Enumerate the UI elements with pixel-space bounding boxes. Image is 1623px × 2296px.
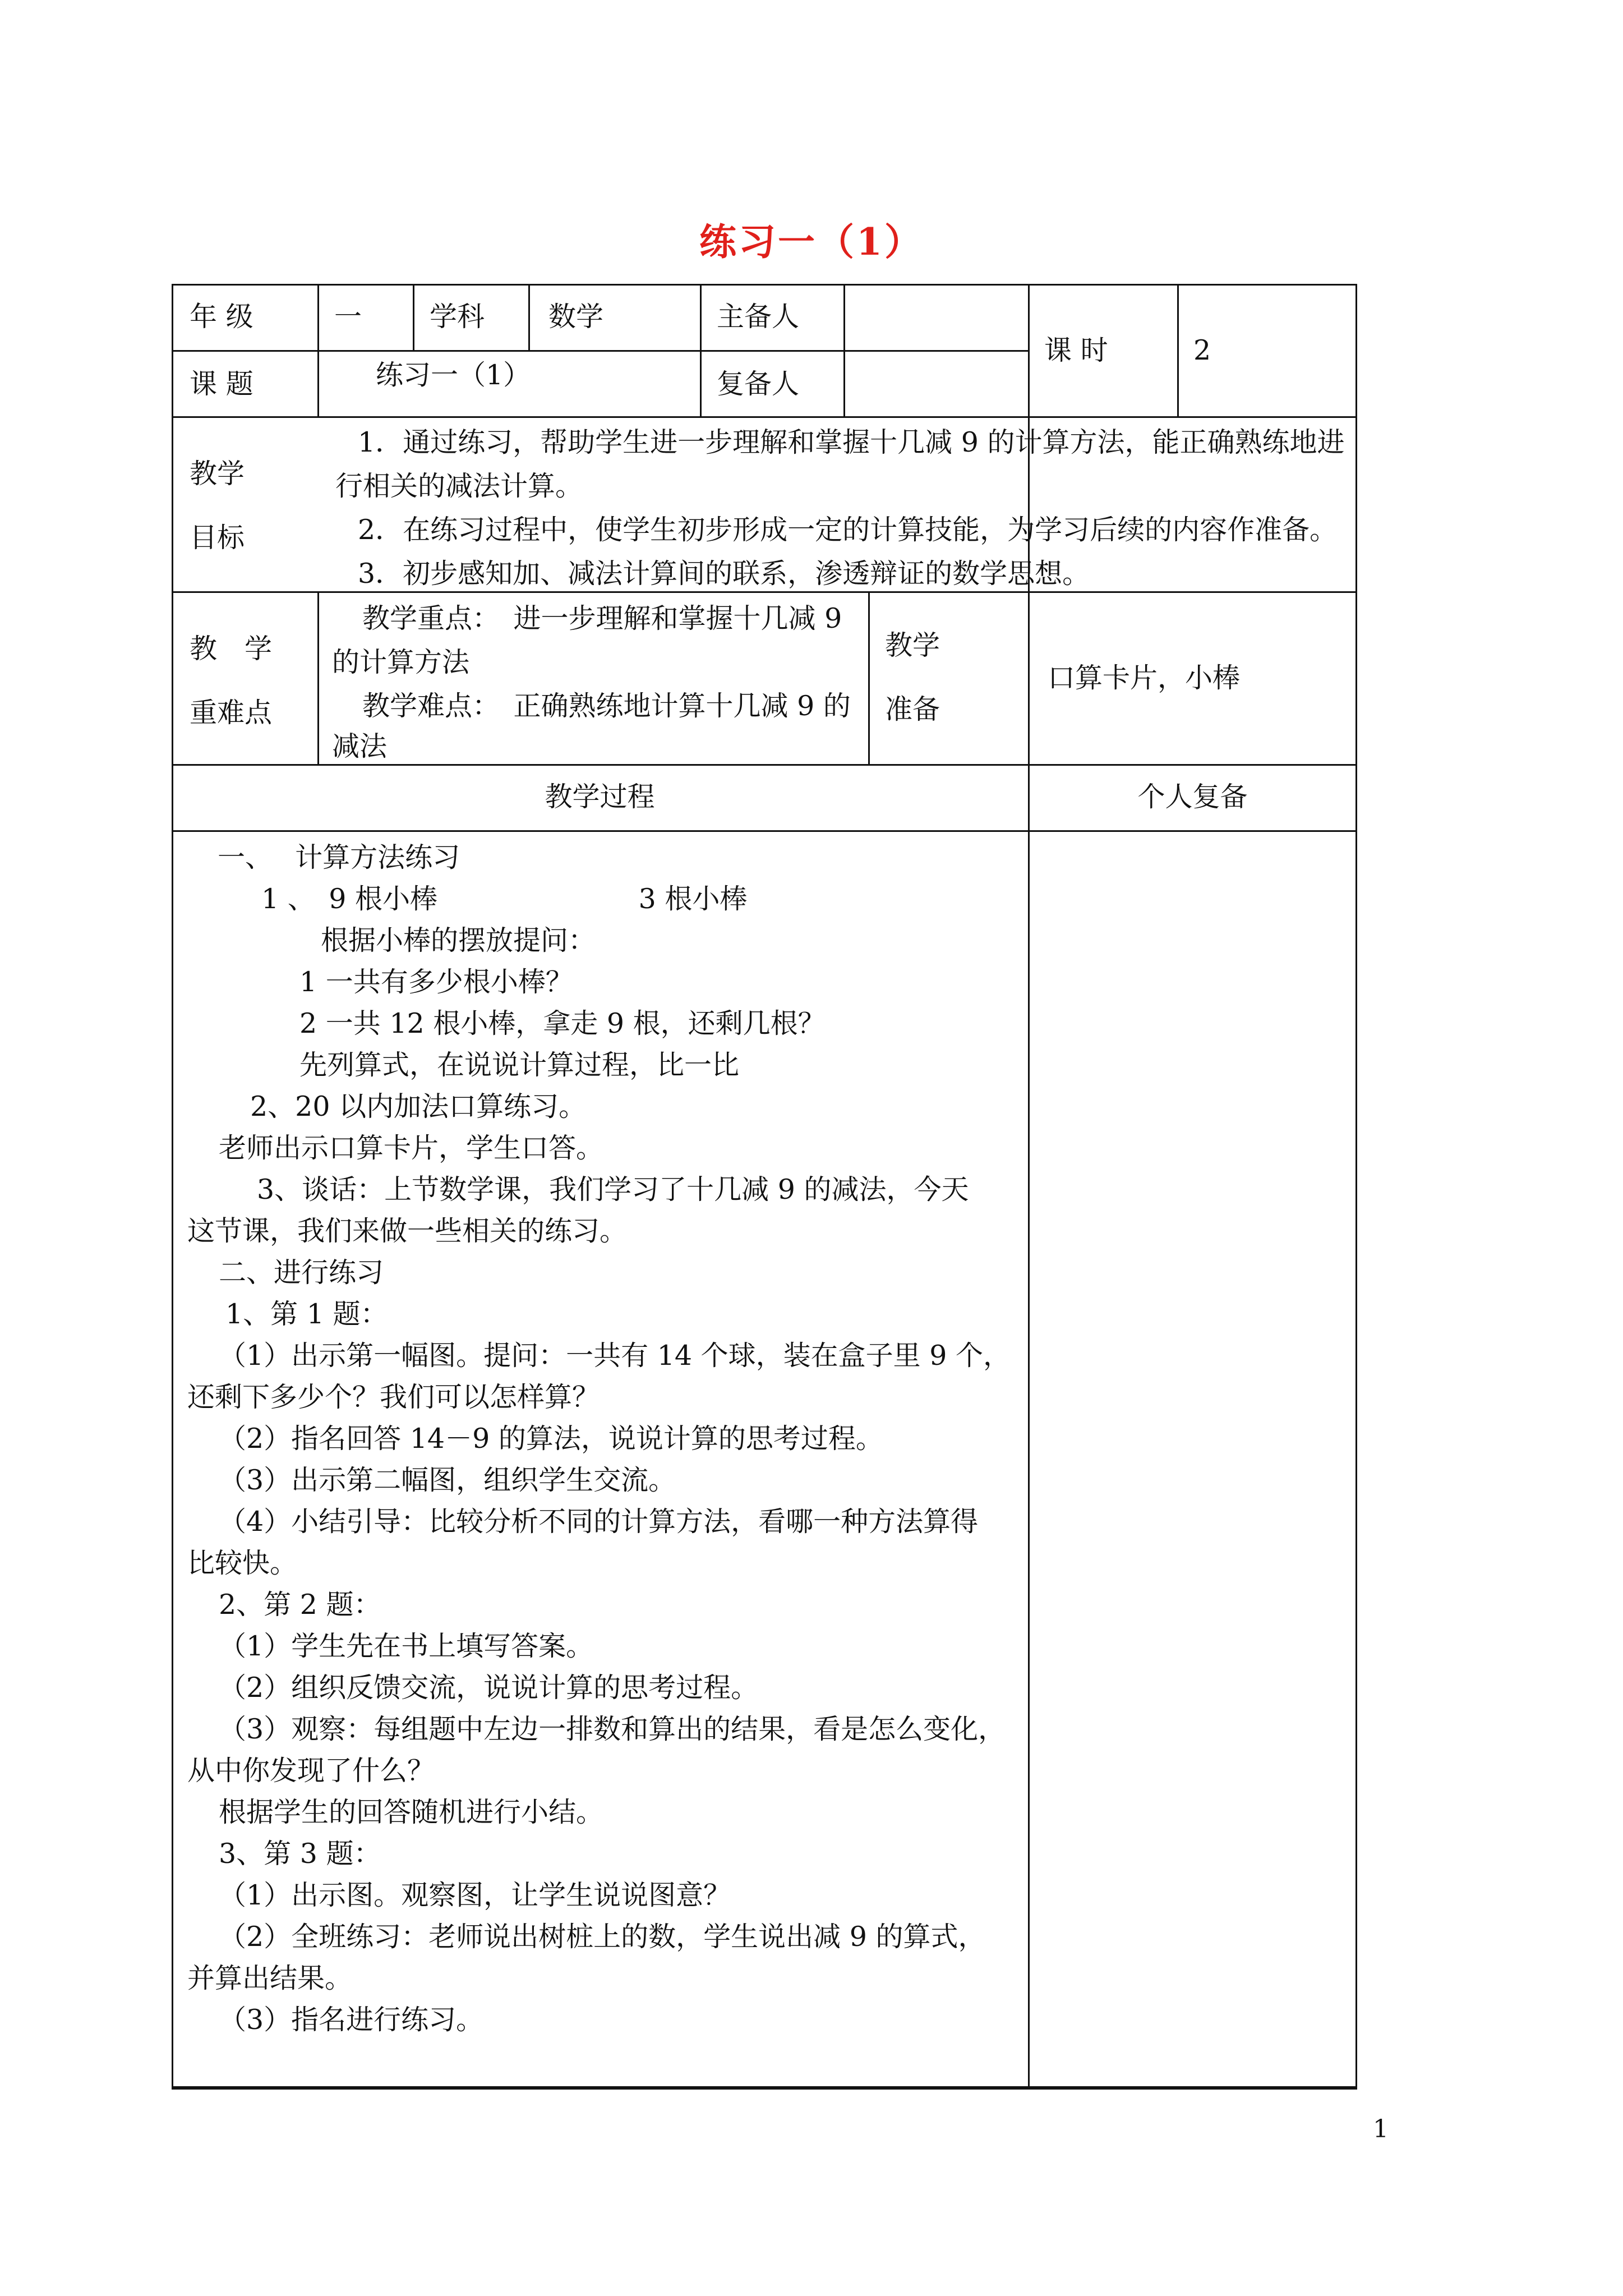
table-divider <box>1177 284 1179 416</box>
process-line: 一、 计算方法练习 <box>218 841 460 873</box>
personal-notes-header: 个人复备 <box>1137 781 1248 813</box>
page-number: 1 <box>1373 2115 1389 2143</box>
table-border-right <box>1355 284 1357 2090</box>
lead-preparer-label: 主备人 <box>717 301 800 333</box>
topic-value: 练习一（1） <box>376 359 531 391</box>
process-line: 2、第 2 题： <box>219 1589 381 1621</box>
table-divider <box>172 416 1357 418</box>
grade-value: 一 <box>334 301 362 333</box>
table-divider <box>843 284 845 416</box>
goals-label-line1: 教学 <box>190 458 245 490</box>
process-line: 并算出结果。 <box>187 1962 353 1994</box>
process-header: 教学过程 <box>545 781 655 813</box>
process-line: 老师出示口算卡片，学生口答。 <box>219 1132 604 1164</box>
teaching-difficulty-line: 减法 <box>332 730 388 762</box>
process-line: 从中你发现了什么？ <box>187 1755 435 1787</box>
process-line: 1、第 1 题： <box>225 1298 388 1330</box>
process-line: 二、进行练习 <box>219 1257 384 1289</box>
lesson-plan-table <box>172 284 1357 2090</box>
key-points-label-line2: 重难点 <box>190 697 273 729</box>
table-divider <box>528 284 530 350</box>
table-divider <box>868 591 870 764</box>
periods-label: 课 时 <box>1044 334 1108 366</box>
process-line: （3）指名进行练习。 <box>219 2004 484 2036</box>
subject-value: 数学 <box>548 301 604 333</box>
subject-label: 学科 <box>430 301 485 333</box>
table-divider <box>317 591 319 764</box>
topic-label: 课 题 <box>190 368 253 400</box>
process-line: （3）观察：每组题中左边一排数和算出的结果，看是怎么变化， <box>219 1713 1006 1745</box>
preparation-label-line1: 教学 <box>885 629 940 661</box>
page-title: 练习一（1） <box>699 220 924 264</box>
goal-item: 2．在练习过程中，使学生初步形成一定的计算技能，为学习后续的内容作准备。 <box>358 514 1338 546</box>
goal-item: 3．初步感知加、减法计算间的联系，渗透辩证的数学思想。 <box>358 558 1090 590</box>
teaching-focus-line: 的计算方法 <box>332 646 470 678</box>
table-divider <box>317 284 319 416</box>
process-line: （2）指名回答 14－9 的算法，说说计算的思考过程。 <box>219 1423 883 1455</box>
table-divider <box>413 284 414 350</box>
periods-value: 2 <box>1193 334 1211 366</box>
grade-label: 年 级 <box>190 301 253 333</box>
goal-item: 1．通过练习，帮助学生进一步理解和掌握十几减 9 的计算方法，能正确熟练地进行相关的减法计算。 <box>335 426 1345 502</box>
table-divider <box>172 830 1357 832</box>
process-line: （4）小结引导：比较分析不同的计算方法，看哪一种方法算得 <box>219 1506 979 1538</box>
table-border-left <box>172 284 173 2090</box>
table-border-top <box>172 284 1357 286</box>
goals-label-line2: 目标 <box>190 522 245 554</box>
process-line: （1）出示第一幅图。提问：一共有 14 个球，装在盒子里 9 个， <box>219 1340 1011 1372</box>
process-line: 这节课，我们来做一些相关的练习。 <box>187 1215 628 1247</box>
process-line: 根据学生的回答随机进行小结。 <box>219 1796 604 1828</box>
process-line: （2）全班练习：老师说出树桩上的数，学生说出减 9 的算式， <box>219 1921 986 1953</box>
process-line: 比较快。 <box>187 1547 298 1579</box>
table-divider <box>172 350 1028 352</box>
teaching-difficulty-line: 教学难点： 正确熟练地计算十几减 9 的 <box>362 690 851 722</box>
process-line: 3、第 3 题： <box>219 1838 381 1870</box>
table-divider <box>700 284 702 416</box>
preparation-label-line2: 准备 <box>885 693 940 725</box>
process-line: 1 、 9 根小棒 3 根小棒 <box>261 883 748 915</box>
process-line: 2 一共 12 根小棒，拿走 9 根，还剩几根？ <box>299 1007 826 1039</box>
process-line: （2）组织反馈交流，说说计算的思考过程。 <box>219 1672 759 1704</box>
process-line: 2、20 以内加法口算练习。 <box>250 1091 587 1122</box>
process-line: 1 一共有多少根小棒？ <box>299 966 573 998</box>
process-line: （1）出示图。观察图，让学生说说图意？ <box>219 1879 731 1911</box>
process-line: （1）学生先在书上填写答案。 <box>219 1630 594 1662</box>
process-line: 3、谈话：上节数学课，我们学习了十几减 9 的减法，今天 <box>257 1174 969 1205</box>
co-preparer-label: 复备人 <box>717 368 800 400</box>
table-border-bottom <box>172 2086 1357 2090</box>
process-line: 先列算式，在说说计算过程，比一比 <box>299 1049 740 1081</box>
process-line: 根据小棒的摆放提问： <box>321 924 596 956</box>
preparation-value: 口算卡片，小棒 <box>1048 662 1241 694</box>
teaching-focus-line: 教学重点： 进一步理解和掌握十几减 9 <box>362 602 842 634</box>
process-line: 还剩下多少个？我们可以怎样算？ <box>187 1381 600 1413</box>
key-points-label-line1: 教 学 <box>190 633 273 665</box>
process-line: （3）出示第二幅图，组织学生交流。 <box>219 1464 676 1496</box>
